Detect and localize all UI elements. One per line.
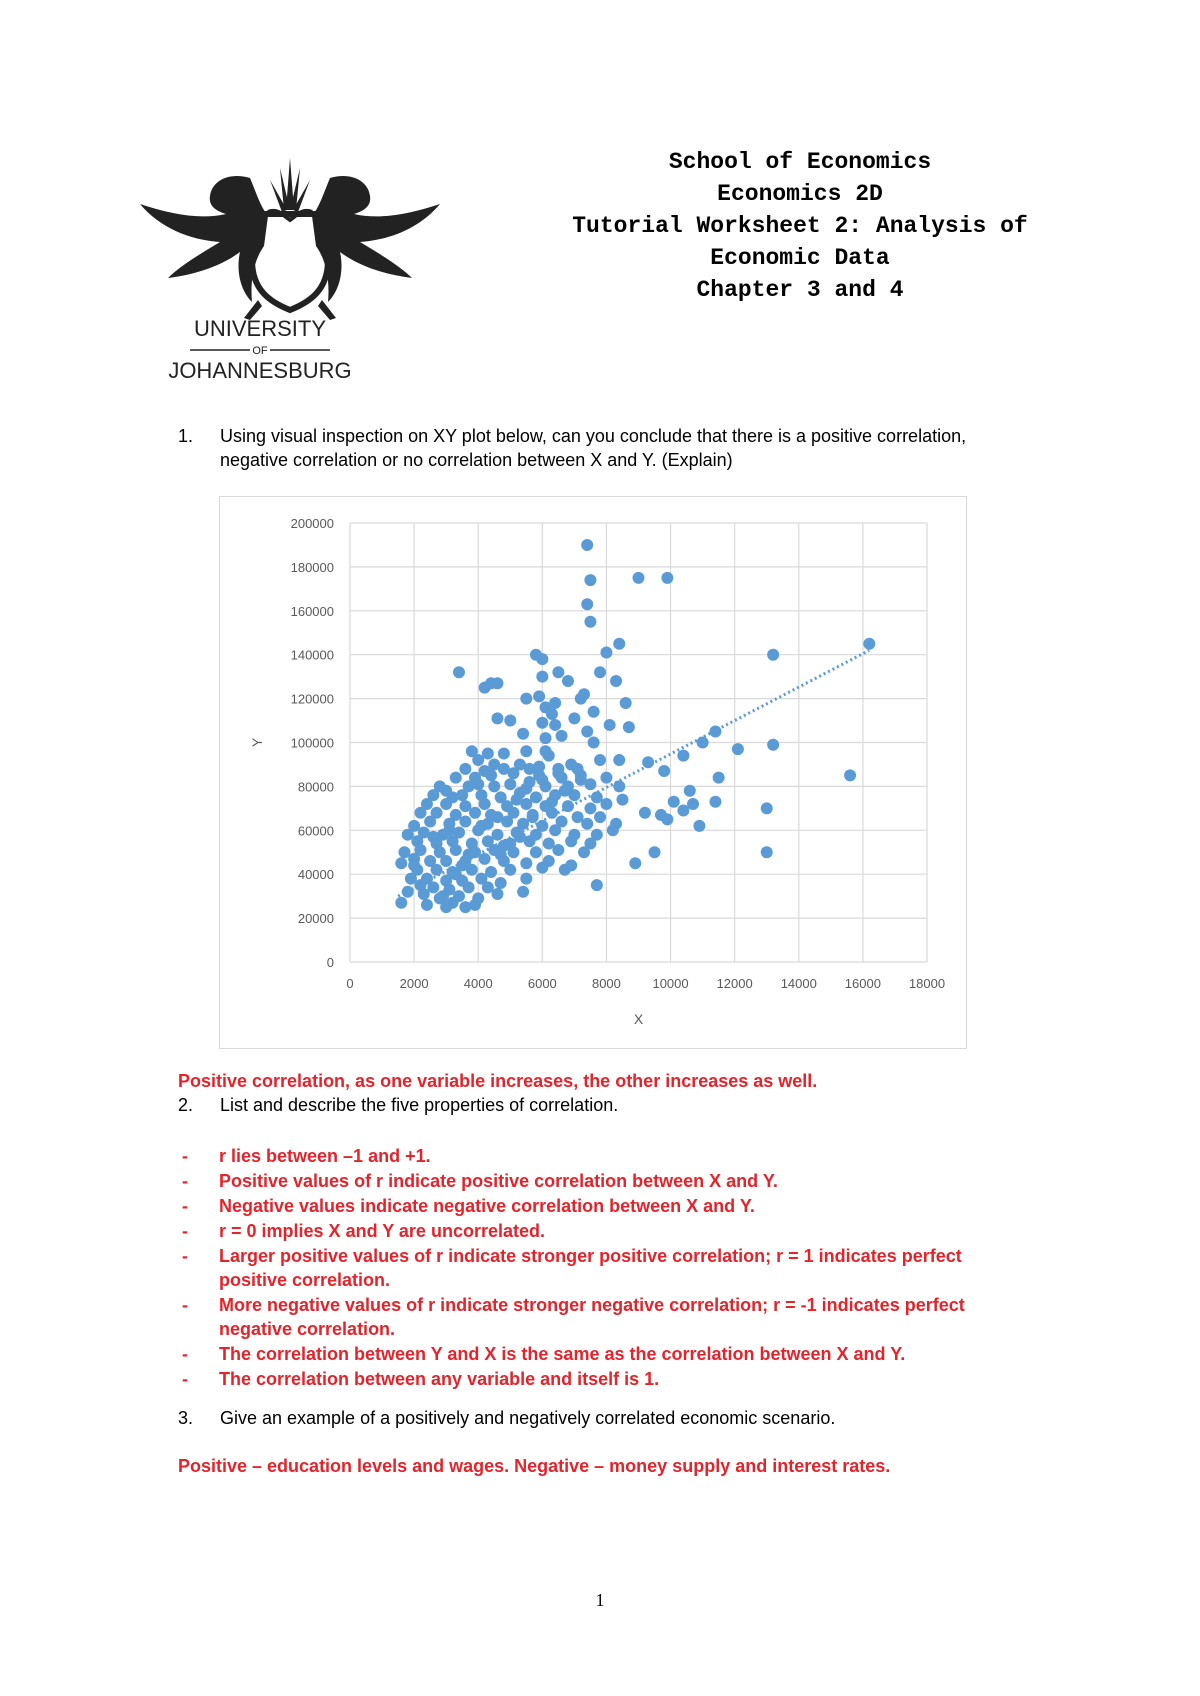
bullet-text-line: The correlation between Y and X is the same as the correlation between X and Y. (219, 1344, 906, 1364)
header-chapters: Chapter 3 and 4 (696, 277, 904, 303)
x-tick-label: 12000 (716, 976, 753, 991)
data-point (732, 743, 744, 755)
data-point (463, 881, 475, 893)
data-point (415, 807, 427, 819)
data-point (447, 897, 459, 909)
data-point (581, 598, 593, 610)
data-point (450, 772, 462, 784)
y-tick-label: 160000 (290, 603, 334, 619)
data-point (844, 769, 856, 781)
data-point (562, 675, 574, 687)
y-tick-label: 60000 (297, 823, 334, 839)
x-tick-label: 2000 (399, 976, 429, 991)
data-point (546, 708, 558, 720)
data-point (475, 820, 487, 832)
answer-1: Positive correlation, as one variable increases, the other increases as well. (178, 1071, 818, 1091)
logo-text-of: OF (252, 345, 268, 357)
bullet-text-line: r lies between –1 and +1. (219, 1146, 431, 1166)
bullet-dash: - (182, 1246, 188, 1266)
data-point (693, 820, 705, 832)
x-tick-label: 14000 (780, 976, 817, 991)
bullet-dash: - (182, 1196, 188, 1216)
data-point (556, 730, 568, 742)
data-point (491, 888, 503, 900)
bullet-text-line: positive correlation. (219, 1270, 391, 1290)
data-point (536, 774, 548, 786)
y-tick-label: 100000 (290, 735, 334, 751)
data-point (591, 879, 603, 891)
data-point (600, 647, 612, 659)
data-point (517, 728, 529, 740)
x-tick-label: 18000 (908, 976, 946, 991)
data-point (594, 811, 606, 823)
data-point (450, 844, 462, 856)
data-point (767, 739, 779, 751)
data-point (677, 805, 689, 817)
data-point (709, 796, 721, 808)
university-logo (140, 150, 440, 400)
bullet-text-line: More negative values of r indicate stronger negative correlation; r = -1 indicates perfect (219, 1295, 965, 1315)
data-point (498, 747, 510, 759)
data-point (588, 737, 600, 749)
question-number: 2. (178, 1095, 194, 1115)
data-point (552, 666, 564, 678)
bullet-dash: - (182, 1295, 188, 1315)
data-point (633, 572, 645, 584)
data-point (479, 853, 491, 865)
data-point (479, 798, 491, 810)
data-point (581, 539, 593, 551)
data-point (495, 877, 507, 889)
data-point (450, 868, 462, 880)
data-point (408, 859, 420, 871)
header-school: School of Economics (668, 149, 932, 175)
data-point (472, 778, 484, 790)
y-tick-label: 120000 (290, 691, 334, 707)
data-point (578, 846, 590, 858)
data-point (767, 649, 779, 661)
data-point (761, 802, 773, 814)
data-point (607, 824, 619, 836)
data-point (533, 761, 545, 773)
data-point (578, 688, 590, 700)
data-point (546, 807, 558, 819)
data-point (600, 798, 612, 810)
data-point (431, 864, 443, 876)
x-tick-label: 6000 (527, 976, 557, 991)
data-point (613, 638, 625, 650)
data-point (761, 846, 773, 858)
data-point (661, 572, 673, 584)
data-point (709, 726, 721, 738)
y-tick-label: 40000 (297, 867, 334, 883)
data-point (568, 712, 580, 724)
document-header (440, 146, 1160, 306)
data-point (546, 796, 558, 808)
x-tick-label: 4000 (463, 976, 493, 991)
data-point (440, 855, 452, 867)
data-point (536, 862, 548, 874)
data-point (530, 846, 542, 858)
data-point (575, 774, 587, 786)
data-point (616, 794, 628, 806)
data-point (584, 802, 596, 814)
data-point (713, 772, 725, 784)
question-text-line: Give an example of a positively and negatively correlated economic scenario. (220, 1408, 836, 1428)
bullet-text-line: Positive values of r indicate positive correlation between X and Y. (219, 1171, 778, 1191)
data-point (469, 899, 481, 911)
data-point (491, 811, 503, 823)
data-point (463, 848, 475, 860)
question-text-line: List and describe the five properties of correlation. (220, 1095, 619, 1115)
x-tick-label: 10000 (652, 976, 689, 991)
data-point (559, 785, 571, 797)
y-tick-label: 80000 (297, 779, 334, 795)
question-number: 1. (178, 426, 194, 446)
data-point (594, 666, 606, 678)
data-point (584, 616, 596, 628)
data-point (421, 899, 433, 911)
data-point (581, 726, 593, 738)
data-point (472, 754, 484, 766)
data-point (668, 796, 680, 808)
data-point (517, 886, 529, 898)
data-point (456, 789, 468, 801)
answer-3: Positive – education levels and wages. Negative – money supply and interest rates. (178, 1456, 891, 1476)
data-point (549, 824, 561, 836)
data-point (613, 754, 625, 766)
data-point (639, 807, 651, 819)
data-point (527, 811, 539, 823)
question-text-line: negative correlation or no correlation between X and Y. (Explain) (220, 450, 733, 470)
data-point (536, 671, 548, 683)
data-point (552, 844, 564, 856)
data-point (863, 638, 875, 650)
data-point (440, 798, 452, 810)
data-point (395, 857, 407, 869)
data-point (610, 675, 622, 687)
y-tick-label: 200000 (290, 516, 334, 531)
question-number: 3. (178, 1408, 194, 1428)
data-point (559, 864, 571, 876)
data-point (600, 772, 612, 784)
logo-text-johannesburg: JOHANNESBURG (168, 358, 352, 383)
x-axis-label: X (633, 1011, 644, 1027)
bullet-text-line: Larger positive values of r indicate stronger positive correlation; r = 1 indicates perfect (219, 1246, 962, 1266)
data-point (491, 712, 503, 724)
data-point (658, 765, 670, 777)
bullet-text-line: Negative values indicate negative correlation between X and Y. (219, 1196, 755, 1216)
header-subtitle: Economic Data (710, 245, 890, 271)
data-point (395, 897, 407, 909)
data-point (684, 785, 696, 797)
data-point (504, 864, 516, 876)
data-point (697, 737, 709, 749)
y-axis-label: Y (249, 737, 265, 748)
data-point (588, 706, 600, 718)
bullet-dash: - (182, 1221, 188, 1241)
data-point (491, 677, 503, 689)
header-title: Tutorial Worksheet 2: Analysis of (572, 213, 1028, 239)
data-point (459, 816, 471, 828)
data-point (520, 857, 532, 869)
bullet-dash: - (182, 1344, 188, 1364)
data-point (620, 697, 632, 709)
data-point (677, 750, 689, 762)
data-point (549, 719, 561, 731)
data-point (533, 690, 545, 702)
data-point (581, 818, 593, 830)
data-point (514, 831, 526, 843)
question-text-line: Using visual inspection on XY plot below, can you conclude that there is a positive correlation, (220, 426, 967, 446)
y-tick-label: 140000 (290, 647, 334, 663)
y-tick-label: 0 (326, 955, 334, 970)
data-point (485, 769, 497, 781)
bullet-text-line: r = 0 implies X and Y are uncorrelated. (219, 1221, 545, 1241)
data-point (459, 763, 471, 775)
data-point (520, 783, 532, 795)
data-point (565, 835, 577, 847)
data-point (507, 767, 519, 779)
data-point (511, 794, 523, 806)
data-point (540, 732, 552, 744)
data-point (530, 649, 542, 661)
x-tick-label: 16000 (844, 976, 881, 991)
data-point (504, 715, 516, 727)
data-point (629, 857, 641, 869)
x-tick-label: 8000 (591, 976, 621, 991)
data-point (488, 780, 500, 792)
page-number: 1 (595, 1590, 605, 1610)
data-point (434, 892, 446, 904)
data-point (504, 778, 516, 790)
data-point (427, 831, 439, 843)
scatter-chart-svg (220, 497, 968, 1050)
data-point (661, 813, 673, 825)
bullet-text-line: The correlation between any variable and itself is 1. (219, 1369, 660, 1389)
bullet-text-line: negative correlation. (219, 1319, 396, 1339)
data-point (584, 574, 596, 586)
logo-text-university: UNIVERSITY (193, 316, 327, 341)
data-point (594, 754, 606, 766)
data-point (552, 763, 564, 775)
bullet-dash: - (182, 1171, 188, 1191)
data-point (520, 745, 532, 757)
data-point (520, 693, 532, 705)
data-point (536, 717, 548, 729)
header-course: Economics 2D (717, 181, 883, 207)
y-tick-label: 180000 (290, 559, 334, 575)
y-tick-label: 20000 (297, 911, 334, 927)
bullet-dash: - (182, 1146, 188, 1166)
data-point (469, 807, 481, 819)
data-point (453, 666, 465, 678)
data-point (443, 824, 455, 836)
data-point (604, 719, 616, 731)
data-point (520, 873, 532, 885)
data-point (540, 745, 552, 757)
data-point (424, 816, 436, 828)
data-point (649, 846, 661, 858)
data-point (623, 721, 635, 733)
bullet-dash: - (182, 1369, 188, 1389)
x-tick-label: 0 (346, 976, 354, 991)
scatter-chart (219, 496, 967, 1049)
